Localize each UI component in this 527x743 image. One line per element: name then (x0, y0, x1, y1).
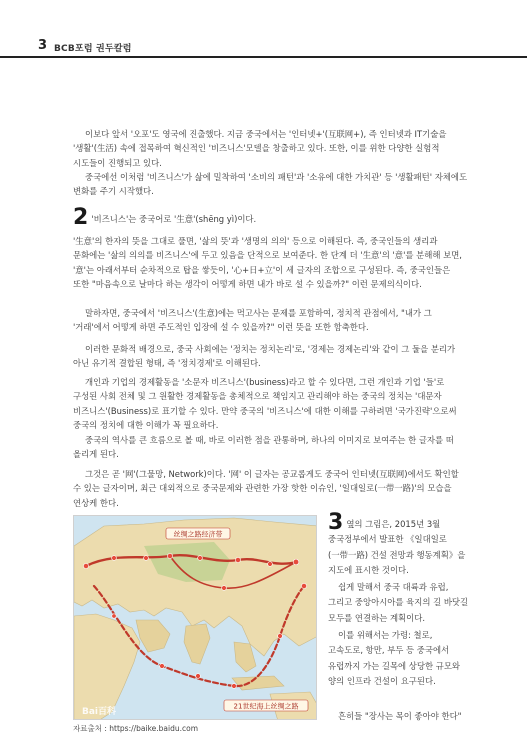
paragraph-5: 말하자면, 중국에서 '비즈니스'(生意)에는 먹고사는 문제를 포함하여, 정치적 관점에서, "내가 그 '거래'에서 어떻게 하면 주도적인 입장에 설 수 있을까?" 이런 뜻을 또한 함축한다. (73, 308, 432, 333)
paragraph-7: 개인과 기업의 경제활동을 '소문자 비즈니스'(business)라고 할 수 있다면, 그런 개인과 기업 '들'로 구성된 사회 전체 및 그 원활한 경제활동을 총체적으로 책임지고 관리해야 하는 중국의 정치는 '대문자 비즈니스'(Business)로 표기할 수 있다. 만약 중국의 '비즈니스'에 대한 이해를 구하려면 '국가진략'으로써 중국의 정치에 대한 이해가 꼭 필요하다. (73, 377, 457, 431)
section-2-lead-text: '비즈니스'는 중국어로 '生意'(shēng yì)이다. (91, 214, 257, 224)
header-rule (0, 56, 527, 58)
landmass-india (184, 624, 210, 664)
paragraph-6: 이러한 문화적 배경으로, 중국 사회에는 '정치는 정치논리'로, '경제는 경제논리'와 같이 그 둘을 분리가 아닌 유기적 결합된 형태, 즉 '정치경제'로 이해된다. (73, 344, 456, 369)
section-number-2: 2 (73, 205, 89, 230)
map-graphic (74, 516, 317, 720)
section-2-lead (73, 205, 468, 230)
paragraph-12: 이를 위해서는 가령: 철로, 고속도로, 항만, 부두 등 중국에서 유럽까지 가는 길목에 상당한 규모와 양의 인프라 건설이 요구된다. (328, 630, 461, 687)
paragraph-8: 중국의 역사를 큰 흐름으로 볼 때, 바로 이러한 점을 관통하며, 하나의 이미지로 보여주는 한 글자를 떠 올리게 된다. (73, 435, 454, 460)
page-header (0, 0, 527, 56)
paragraph-13: 흔히들 "장사는 목이 좋아야 한다" (338, 711, 462, 721)
belt-and-road-map (73, 515, 317, 720)
section-number-3: 3 (328, 510, 344, 535)
paragraph-1: 이보다 앞서 '오포'도 영국에 진출했다. 지금 중국에서는 '인터넷+'(互联网+), 즉 인터넷과 IT기술을 '생활'(生活) 속에 접목하여 혁신적인 '비즈니스'모델을 창출하고 있다. 또한, 이를 위한 다양한 실험적 시도들이 진행되고 있다. (73, 129, 447, 168)
map-watermark: Bai百科 (82, 707, 117, 717)
section-3-lead (328, 510, 470, 579)
running-title: BCB포럼 권두칼럼 (54, 44, 132, 54)
landmass-arabia (136, 620, 170, 652)
paragraph-2: 중국에선 이처럼 '비즈니스'가 삶에 밀착하여 '소비의 패턴'과 '소유에 대한 가치관' 등 '생활패턴' 자체에도 변화를 주기 시작했다. (73, 172, 468, 197)
landmass-indonesia (232, 676, 284, 690)
paragraph-11: 쉽게 말해서 중국 대륙과 유럽, 그리고 중앙아시아를 육지의 길 바닷길 모두를 연결하는 계획이다. (328, 582, 469, 623)
label-land-route: 丝绸之路经济带 (173, 530, 223, 539)
paragraph-9: 그것은 곧 '网'(그물망, Network)이다. '网' 이 글자는 공교롭게도 중국어 인터넷(互联网)에서도 확인할 수 있는 글자이며, 최근 대외적으로 중국문제와 관련한 가장 핫한 이슈인, '일대일로(一带一路)'의 모습을 연상케 한다. (73, 469, 459, 508)
page-number: 3 (38, 38, 48, 53)
paragraph-4: '生意'의 한자의 뜻을 그대로 풀면, '삶의 뜻'과 '생명의 의의' 등으로 이해된다. 즉, 중국인들의 생리과 문화에는 '삶의 의의를 비즈니스'에 두고 있음을 단적으로 보여준다. 한 단계 더 '生意'의 '意'를 분해해 보면, '意'는 아래서부터 순차적으로 탑을 쌓듯이, '心+日+立'이 세 글자의 조합으로 구성된다. 즉, 중국인들은 또한 "마음속으로 날마다 하는 생각이 어떻게 하면 내가 바로 설 수 있을까?" 이런 문제의식이다. (73, 236, 462, 290)
figure-caption: 자료출처 : https://baike.baidu.com (73, 724, 199, 733)
section-3-lead-text: 옆의 그림은, 2015년 3월 중국정부에서 발표한 《일대일로(一带一路) 건설 전망과 행동계획》을 지도에 표시한 것이다. (328, 519, 466, 576)
label-sea-route: 21世纪海上丝绸之路 (233, 702, 299, 711)
landmass-africa (74, 614, 140, 720)
